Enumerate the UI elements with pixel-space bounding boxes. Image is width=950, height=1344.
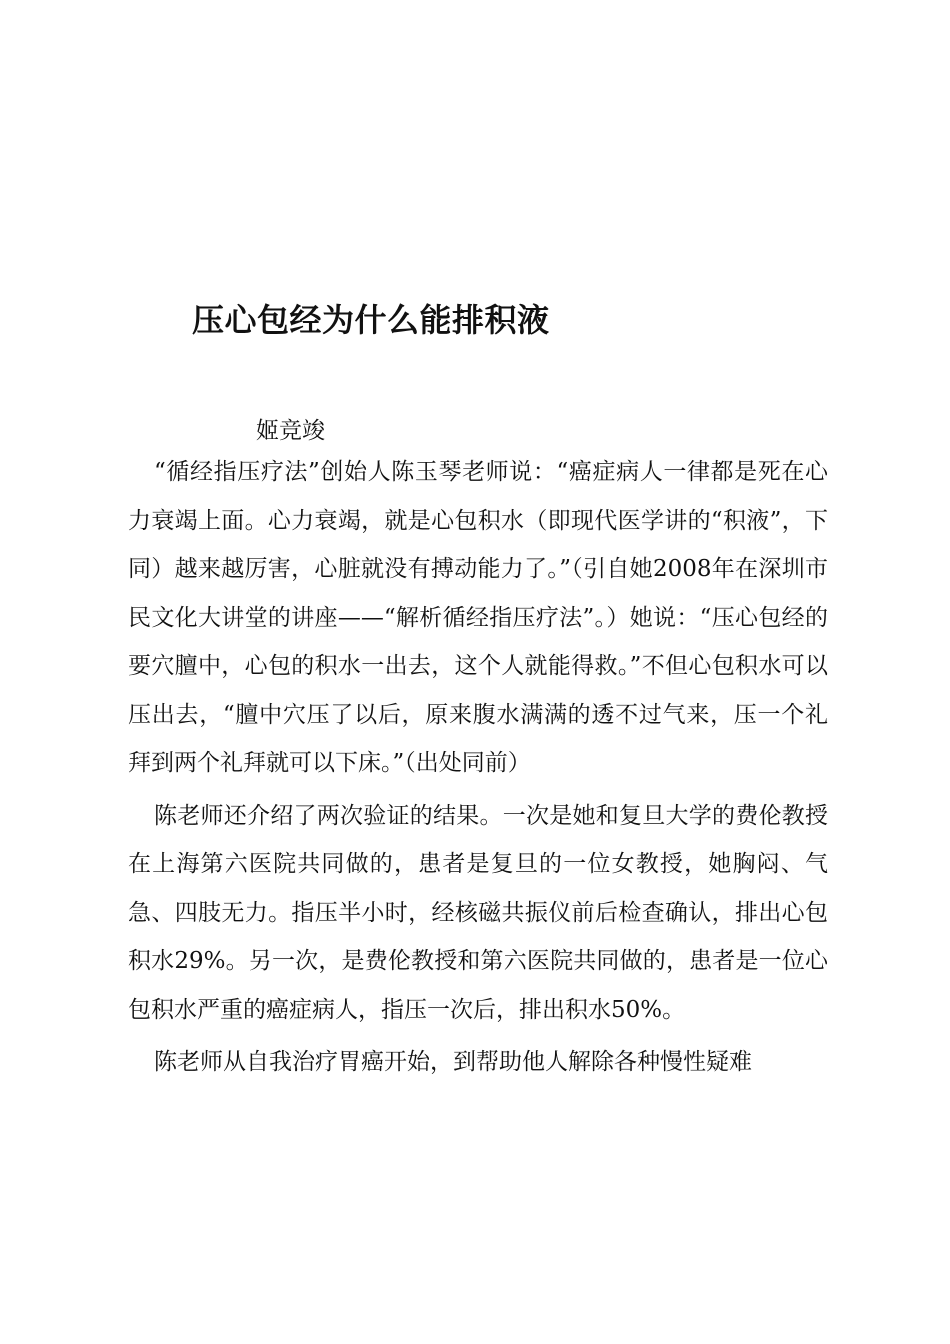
document-title: 压心包经为什么能排积液	[192, 301, 550, 339]
paragraph: “循经指压疗法”创始人陈玉琴老师说：“癌症病人一律都是死在心力衰竭上面。心力衰竭，就是心包积水（即现代医学讲的“积液”，下同）越来越厉害，心脏就没有搏动能力了。”（引自她2008年在深圳市民文化大讲堂的讲座——“解析循经指压疗法”。）她说：“压心包经的要穴膻中，心包的积水一出去，这个人就能得救。”不但心包积水可以压出去，“膻中穴压了以后，原来腹水满满的透不过气来，压一个礼拜到两个礼拜就可以下床。”（出处同前）	[128, 459, 828, 776]
paragraph: 陈老师从自我治疗胃癌开始，到帮助他人解除各种慢性疑难	[154, 1049, 752, 1075]
paragraph: 陈老师还介绍了两次验证的结果。一次是她和复旦大学的费伦教授在上海第六医院共同做的，患者是复旦的一位女教授，她胸闷、气急、四肢无力。指压半小时，经核磁共振仪前后检查确认，排出心包积水29%。另一次，是费伦教授和第六医院共同做的，患者是一位心包积水严重的癌症病人，指压一次后，排出积水50%。	[128, 802, 828, 1023]
body-text	[128, 448, 828, 1087]
author-name: 姬竞竣	[256, 418, 325, 444]
